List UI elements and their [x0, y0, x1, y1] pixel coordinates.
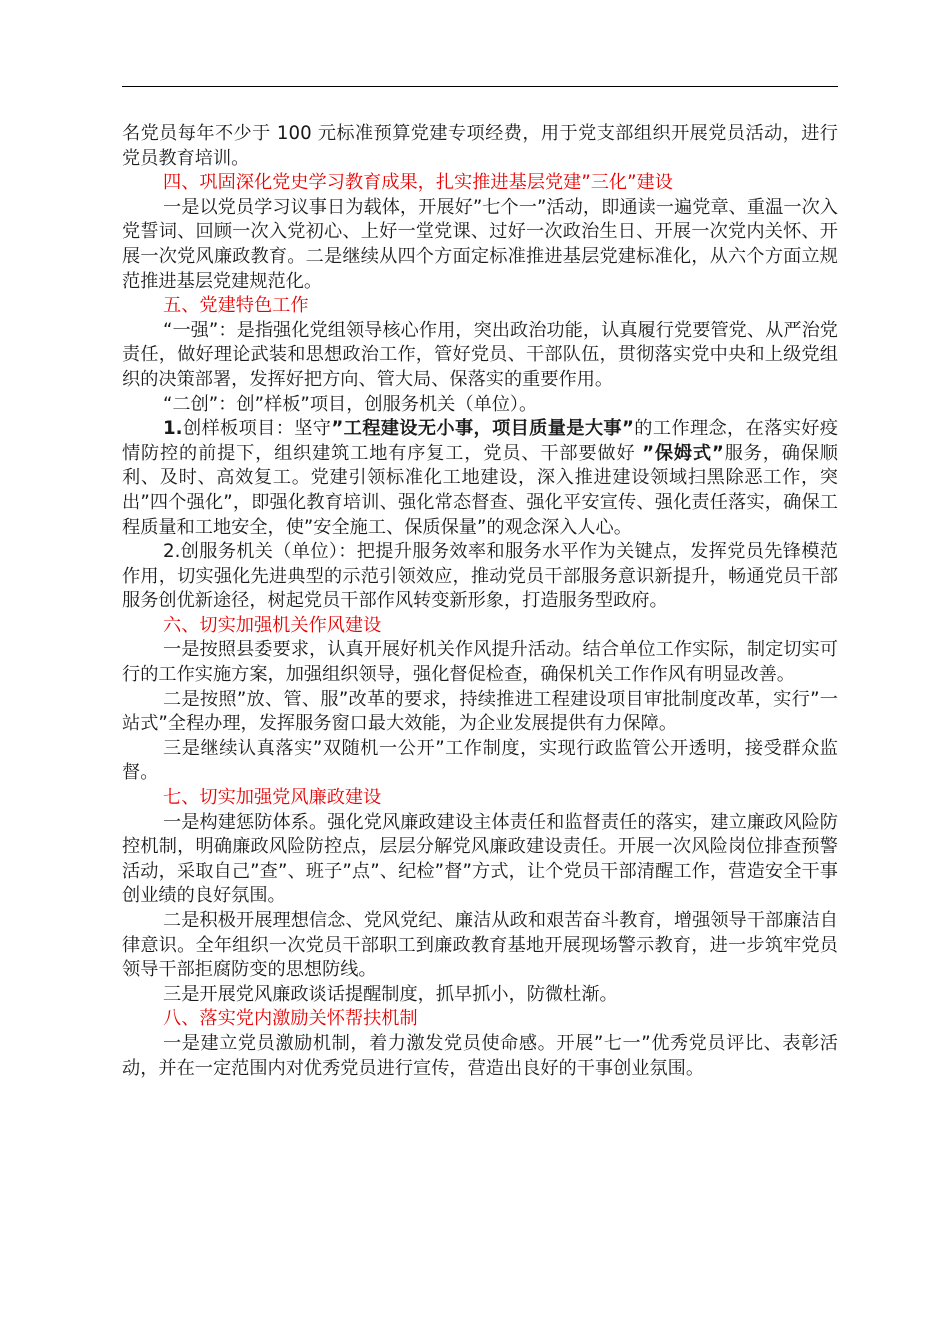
section-6-paragraph-1: 一是按照县委要求，认真开展好机关作风提升活动。结合单位工作实际，制定切实可行的工作实施方案，加强组织领导，强化督促检查，确保机关工作作风有明显改善。 — [122, 639, 838, 686]
item-number: 1. — [163, 418, 183, 440]
section-6-heading: 六、切实加强机关作风建设 — [163, 614, 382, 636]
section-7-heading: 七、切实加强党风廉政建设 — [163, 787, 382, 809]
section-5-paragraph-1: “一强”：是指强化党组领导核心作用，突出政治功能，认真履行党要管党、从严治党责任，做好理论武装和思想政治工作，管好党员、干部队伍，贯彻落实党中央和上级党组织的决策部署，发挥好把方向、管大局、保落实的重要作用。 — [122, 319, 838, 390]
item-text-b: 的工作理念，在落实好疫情防控的前提下，组织建筑工地有序复工，党员、干部要做好 — [122, 418, 838, 464]
quote-engineering-end: ” — [621, 418, 634, 440]
quote-nanny-style: ”保姆式” — [642, 442, 724, 464]
quote-engineering: ”工程建设无小事，项目质量是大事 — [331, 418, 622, 440]
section-6-paragraph-2: 二是按照”放、管、服”改革的要求，持续推进工程建设项目审批制度改革，实行”一站式”全程办理，发挥服务窗口最大效能，为企业发展提供有力保障。 — [122, 688, 838, 735]
section-4-heading: 四、巩固深化党史学习教育成果，扎实推进基层党建”三化”建设 — [163, 172, 673, 194]
header-rule — [122, 86, 838, 87]
continuation-paragraph: 名党员每年不少于 100 元标准预算党建专项经费，用于党支部组织开展党员活动，进行党员教育培训。 — [122, 123, 838, 169]
item-text-a: 创样板项目：坚守 — [182, 418, 332, 440]
section-8-heading: 八、落实党内激励关怀帮扶机制 — [163, 1008, 418, 1030]
item-text-c: 服务，确保顺利、及时、高效复工。党建引领标准化工地建设，深入推进建设领域扫黑除恶工作，突出”四个强化”，即强化教育培训、强化常态督查、强化平安宣传、强化责任落实，确保工程质量和工地安全，使”安全施工、保质保量”的观念深入人心。 — [122, 442, 838, 538]
section-5-paragraph-4: 2.创服务机关（单位）：把提升服务效率和服务水平作为关键点，发挥党员先锋模范作用，切实强化先进典型的示范引领效应，推动党员干部服务意识新提升，畅通党员干部服务创优新途径，树起党员干部作风转变新形象，打造服务型政府。 — [122, 541, 838, 612]
section-8-paragraph-1: 一是建立党员激励机制，着力激发党员使命感。开展”七一”优秀党员评比、表彰活动，并在一定范围内对优秀党员进行宣传，营造出良好的干事创业氛围。 — [122, 1032, 838, 1079]
section-5-heading: 五、党建特色工作 — [163, 295, 309, 317]
document-body — [122, 122, 838, 1081]
section-7-paragraph-1: 一是构建惩防体系。强化党风廉政建设主体责任和监督责任的落实，建立廉政风险防控机制，明确廉政风险防控点，层层分解党风廉政建设责任。开展一次风险岗位排查预警活动，采取自己”查”、班子”点”、纪检”督”方式，让个党员干部清醒工作，营造安全干事创业绩的良好氛围。 — [122, 811, 838, 907]
section-7-paragraph-3: 三是开展党风廉政谈话提醒制度，抓早抓小，防微杜渐。 — [163, 983, 618, 1005]
section-6-paragraph-3: 三是继续认真落实”双随机一公开”工作制度，实现行政监管公开透明，接受群众监督。 — [122, 737, 838, 784]
section-4-paragraph-1: 一是以党员学习议事日为载体，开展好”七个一”活动，即通读一遍党章、重温一次入党誓词、回顾一次入党初心、上好一堂党课、过好一次政治生日、开展一次党内关怀、开展一次党风廉政教育。二是继续从四个方面定标准推进基层党建标准化，从六个方面立规范推进基层党建规范化。 — [122, 196, 838, 292]
section-7-paragraph-2: 二是积极开展理想信念、党风党纪、廉洁从政和艰苦奋斗教育，增强领导干部廉洁自律意识。全年组织一次党员干部职工到廉政教育基地开展现场警示教育，进一步筑牢党员领导干部拒腐防变的思想防线。 — [122, 910, 838, 981]
section-5-paragraph-2: “二创”：创”样板”项目，创服务机关（单位）。 — [163, 393, 538, 415]
section-5-paragraph-3 — [122, 417, 838, 540]
